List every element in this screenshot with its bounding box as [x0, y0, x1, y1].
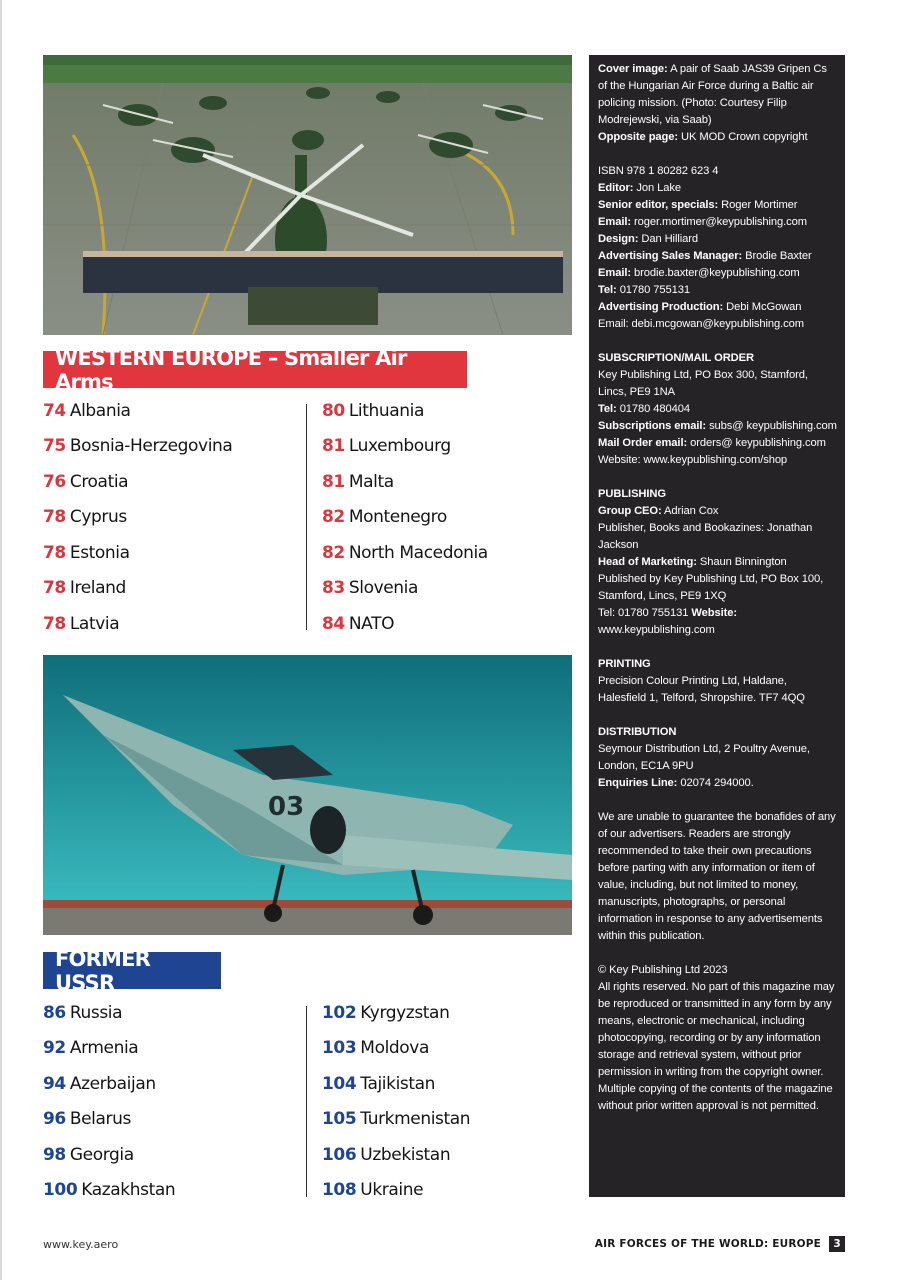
subscription-address: Key Publishing Ltd, PO Box 300, Stamford, Lincs, PE9 1NA [598, 369, 808, 398]
contents-entry[interactable] [322, 1173, 572, 1209]
staff-credits [598, 163, 837, 333]
shop-website-link[interactable]: Website: www.keypublishing.com/shop [598, 454, 788, 466]
country-name: Luxembourg [348, 436, 451, 457]
mail-order-email-label: Mail Order email: [598, 437, 688, 449]
enquiries-label: Enquiries Line: [598, 777, 678, 789]
contents-entry[interactable] [43, 535, 293, 571]
contents-entry[interactable] [322, 1066, 572, 1102]
page-number: 84 [322, 613, 345, 634]
page-number: 86 [43, 1002, 66, 1023]
email-label: Email: [598, 216, 631, 228]
contents-column-west-left [43, 393, 293, 642]
page-number: 100 [43, 1180, 78, 1201]
publishing-heading: PUBLISHING [598, 488, 666, 500]
contents-column-west-right [322, 393, 572, 642]
page-number: 106 [322, 1144, 357, 1165]
jet-aircraft-photo [43, 655, 572, 935]
contents-entry[interactable] [322, 429, 572, 465]
contents-entry[interactable] [43, 1066, 293, 1102]
page-number: 81 [322, 471, 345, 492]
contents-entry[interactable] [43, 606, 293, 642]
contents-entry[interactable] [43, 1173, 293, 1209]
contents-entry[interactable] [43, 464, 293, 500]
page-number: 82 [322, 507, 345, 528]
page-number: 102 [322, 1002, 357, 1023]
footer-url-link[interactable]: www.key.aero [43, 1238, 119, 1251]
copyright-line: © Key Publishing Ltd 2023 [598, 964, 728, 976]
editor-label: Editor: [598, 182, 634, 194]
country-name: Russia [69, 1002, 123, 1023]
country-name: Albania [69, 400, 131, 421]
cover-label: Cover image: [598, 63, 668, 75]
page-number: 81 [322, 436, 345, 457]
page-number: 75 [43, 436, 66, 457]
contents-entry[interactable] [322, 995, 572, 1031]
country-name: Kyrgyzstan [360, 1002, 450, 1023]
printing-heading: PRINTING [598, 658, 651, 670]
page-number: 78 [43, 613, 66, 634]
contents-column-ussr-right [322, 995, 572, 1208]
page-number: 82 [322, 542, 345, 563]
country-name: Belarus [69, 1109, 131, 1130]
page-number: 96 [43, 1109, 66, 1130]
country-name: Moldova [360, 1038, 429, 1059]
imprint-sidebar [589, 55, 845, 1197]
page-number: 78 [43, 507, 66, 528]
email-label: Email: [598, 267, 631, 279]
ad-production-label: Advertising Production: [598, 301, 724, 313]
senior-editor-label: Senior editor, specials: [598, 199, 719, 211]
country-name: Tajikistan [360, 1073, 436, 1094]
designer-name: Dan Hilliard [641, 233, 698, 245]
enquiries-phone: 02074 294000. [680, 777, 754, 789]
contents-entry[interactable] [322, 1102, 572, 1138]
published-by: Published by Key Publishing Ltd, PO Box 100, Stamford, Lincs, PE9 1XQ [598, 573, 824, 602]
ad-production-name: Debi McGowan [726, 301, 802, 313]
page-number: 80 [322, 400, 345, 421]
disclaimer-text: We are unable to guarantee the bonafides of any of our advertisers. Readers are strongly recommended to take their own precautions before parting with any information or item of value, including, but not limited to money, manuscripts, photographs, or personal information in response to any advertisements within this publication. [598, 811, 836, 942]
ad-production-email-link[interactable]: Email: debi.mcgowan@keypublishing.com [598, 318, 805, 330]
distribution-heading: DISTRIBUTION [598, 726, 677, 738]
country-name: Uzbekistan [360, 1144, 451, 1165]
printer-address: Precision Colour Printing Ltd, Haldane, Halesfield 1, Telford, Shropshire. TF7 4QQ [598, 675, 805, 704]
column-divider [306, 1006, 307, 1197]
ceo-name: Adrian Cox [664, 505, 719, 517]
publishing-block [598, 486, 837, 639]
page-number: 98 [43, 1144, 66, 1165]
copyright-block [598, 962, 837, 1115]
opposite-label: Opposite page: [598, 131, 679, 143]
page-number: 78 [43, 542, 66, 563]
marketing-label: Head of Marketing: [598, 556, 697, 568]
tel-label: Tel: [598, 284, 617, 296]
isbn: ISBN 978 1 80282 623 4 [598, 165, 719, 177]
page-number: 94 [43, 1073, 66, 1094]
page-number-badge: 3 [829, 1236, 845, 1252]
page-number: 105 [322, 1109, 357, 1130]
cover-credits [598, 61, 837, 146]
publisher-website-link[interactable]: www.keypublishing.com [598, 624, 715, 636]
publication-title: AIR FORCES OF THE WORLD: EUROPE [594, 1238, 821, 1250]
contents-entry[interactable] [43, 1137, 293, 1173]
page-number: 74 [43, 400, 66, 421]
disclaimer-block [598, 809, 837, 945]
distributor-address: Seymour Distribution Ltd, 2 Poultry Avenue, London, EC1A 9PU [598, 743, 810, 772]
contents-entry[interactable] [43, 393, 293, 429]
subscription-heading: SUBSCRIPTION/MAIL ORDER [598, 352, 754, 364]
ceo-label: Group CEO: [598, 505, 662, 517]
country-name: Kazakhstan [81, 1180, 176, 1201]
country-name: Cyprus [69, 507, 127, 528]
page-number: 92 [43, 1038, 66, 1059]
subscriptions-email-link[interactable]: subs@ keypublishing.com [709, 420, 837, 432]
contents-entry[interactable] [43, 995, 293, 1031]
footer-running-head [595, 1236, 845, 1252]
page-number: 108 [322, 1180, 357, 1201]
page-number: 76 [43, 471, 66, 492]
page-number: 103 [322, 1038, 357, 1059]
page-number: 83 [322, 578, 345, 599]
country-name: Croatia [69, 471, 129, 492]
contents-entry[interactable] [322, 606, 572, 642]
contents-entry[interactable] [322, 1031, 572, 1067]
country-name: Azerbaijan [69, 1073, 156, 1094]
publisher-phone: Tel: 01780 755131 [598, 607, 689, 619]
section-header-western-europe: WESTERN EUROPE – Smaller Air Arms [43, 351, 467, 388]
design-label: Design: [598, 233, 639, 245]
ad-sales-name: Brodie Baxter [745, 250, 812, 262]
contents-entry[interactable] [322, 1137, 572, 1173]
contents-entry[interactable] [322, 393, 572, 429]
contents-column-ussr-left [43, 995, 293, 1208]
country-name: North Macedonia [348, 542, 488, 563]
page-number: 78 [43, 578, 66, 599]
contents-entry[interactable] [322, 535, 572, 571]
mail-order-email-link[interactable]: orders@ keypublishing.com [690, 437, 826, 449]
opposite-caption: UK MOD Crown copyright [681, 131, 808, 143]
contents-entry[interactable] [43, 429, 293, 465]
distribution-block [598, 724, 837, 792]
contents-entry[interactable] [43, 1031, 293, 1067]
printing-block [598, 656, 837, 707]
section-header-former-ussr: FORMER USSR [43, 952, 221, 989]
subscription-block [598, 350, 837, 469]
country-name: Lithuania [348, 400, 425, 421]
website-label: Website: [691, 607, 738, 619]
country-name: Montenegro [348, 507, 447, 528]
contents-entry[interactable] [322, 571, 572, 607]
contents-entry[interactable] [43, 1102, 293, 1138]
country-name: Bosnia-Herzegovina [69, 436, 233, 457]
helicopter-apron-photo [43, 55, 572, 335]
ad-sales-email-link[interactable]: brodie.baxter@keypublishing.com [634, 267, 800, 279]
editor-email-link[interactable]: roger.mortimer@keypublishing.com [634, 216, 807, 228]
marketing-name: Shaun Binnington [699, 556, 787, 568]
ad-sales-label: Advertising Sales Manager: [598, 250, 743, 262]
page-edge-rule [0, 0, 2, 1280]
editor-name: Jon Lake [636, 182, 681, 194]
page-number: 104 [322, 1073, 357, 1094]
country-name: Turkmenistan [360, 1109, 471, 1130]
publisher-credit: Publisher, Books and Bookazines: Jonathan Jackson [598, 522, 813, 551]
subscription-phone: 01780 480404 [619, 403, 691, 415]
column-divider [306, 404, 307, 630]
country-name: Latvia [69, 613, 120, 634]
country-name: Georgia [69, 1144, 134, 1165]
contents-entry[interactable] [43, 500, 293, 536]
country-name: Ireland [69, 578, 126, 599]
tel-label: Tel: [598, 403, 617, 415]
country-name: Malta [348, 471, 394, 492]
country-name: Armenia [69, 1038, 139, 1059]
rights-text: All rights reserved. No part of this magazine may be reproduced or transmitted in any form by any means, electronic or mechanical, including photocopying, recording or by any information storage and retrieval system, without prior permission in writing from the copyright owner. Multiple copying of the contents of the magazine without prior written approval is not permitted. [598, 981, 835, 1112]
country-name: Ukraine [360, 1180, 424, 1201]
contents-entry[interactable] [322, 464, 572, 500]
senior-editor-name: Roger Mortimer [721, 199, 798, 211]
country-name: NATO [348, 613, 395, 634]
tail-code: 03 [268, 792, 305, 822]
country-name: Estonia [69, 542, 130, 563]
country-name: Slovenia [348, 578, 419, 599]
ad-sales-phone: 01780 755131 [619, 284, 691, 296]
cover-caption: A pair of Saab JAS39 Gripen Cs of the Hungarian Air Force during a Baltic air policing mission. (Photo: Courtesy Filip Modrejewski, via Saab) [598, 63, 827, 126]
contents-entry[interactable] [43, 571, 293, 607]
subscriptions-email-label: Subscriptions email: [598, 420, 707, 432]
contents-entry[interactable] [322, 500, 572, 536]
